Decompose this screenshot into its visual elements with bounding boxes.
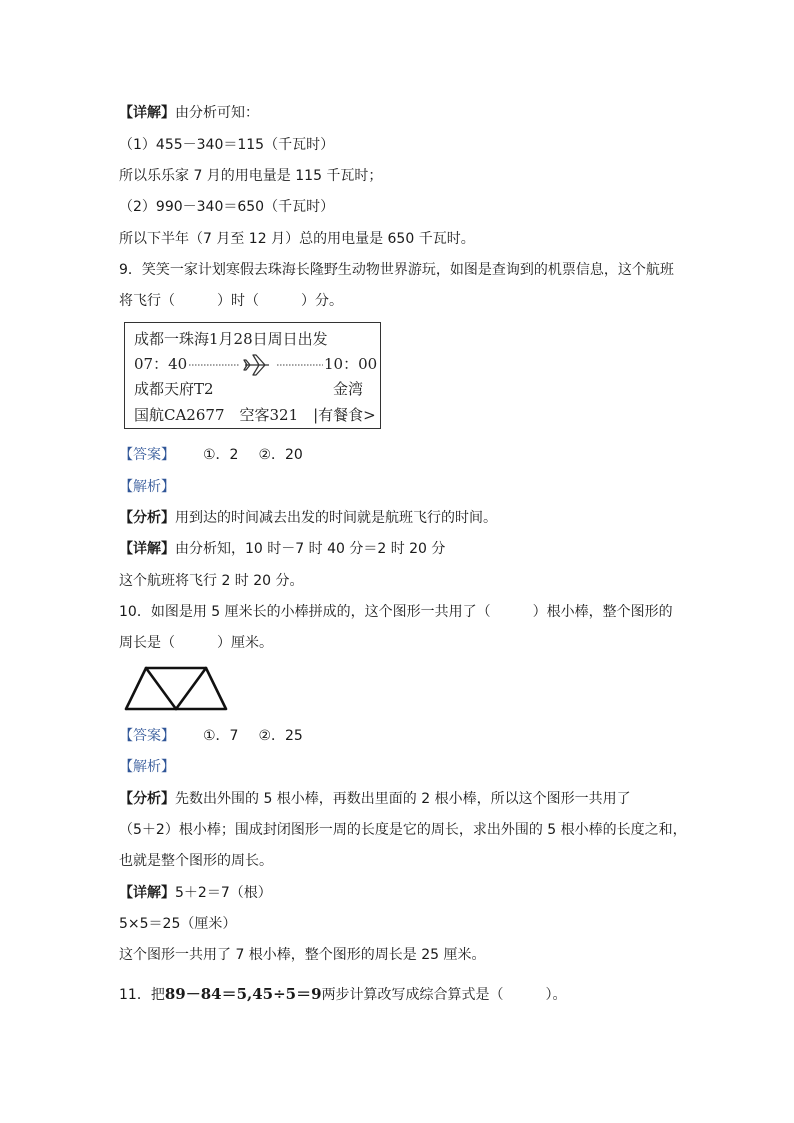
answer-label: 【答案】 [119, 447, 175, 463]
analysis-label: 【分析】 [119, 510, 175, 526]
result-line-2: 所以下半年（7 月至 12 月）总的用电量是 650 千瓦时。 [119, 231, 475, 247]
analysis-text: 用到达的时间减去出发的时间就是航班飞行的时间。 [175, 510, 497, 526]
ticket-arrive-airport: 金湾 [333, 380, 364, 398]
detail-text: 由分析知，10 时－7 时 40 分＝2 时 20 分 [175, 541, 446, 557]
inner-stick-1 [146, 668, 176, 709]
question-11 [119, 985, 567, 1004]
answer-label: 【答案】 [119, 728, 175, 744]
detail-label: 【详解】 [119, 105, 175, 121]
question-10-line-2: 周长是（ ）厘米。 [119, 635, 273, 651]
analysis-text: 先数出外围的 5 根小棒，再数出里面的 2 根小棒，所以这个图形一共用了 [175, 791, 631, 807]
analysis-line-10-3: 也就是整个图形的周长。 [119, 853, 273, 869]
question-9-line-2: 将飞行（ ）时（ ）分。 [119, 293, 343, 309]
question-11-suffix: 两步计算改写成综合算式是（ ）。 [321, 987, 567, 1003]
detail-line-10 [119, 884, 272, 902]
flight-ticket [124, 322, 381, 429]
airplane-icon [244, 355, 269, 375]
answer-line-9 [119, 446, 303, 464]
calc-line-1: （1）455－340＝115（千瓦时） [119, 137, 335, 153]
answer-value-1: ①．7 [203, 728, 239, 744]
ticket-depart-time: 07：40 [134, 355, 188, 373]
conclusion-10: 这个图形一共用了 7 根小棒，整个图形的周长是 25 厘米。 [119, 947, 486, 963]
analysis-line-9 [119, 509, 497, 527]
question-10-line-1: 10．如图是用 5 厘米长的小棒拼成的，这个图形一共用了（ ）根小棒，整个图形的 [119, 604, 673, 620]
question-11-prefix: 11．把 [119, 987, 165, 1003]
detail-line [119, 104, 259, 122]
answer-line-10 [119, 727, 303, 745]
calc-line-2: （2）990－340＝650（千瓦时） [119, 199, 335, 215]
ticket-route: 成都一珠海1月28日周日出发 [134, 330, 328, 348]
answer-value-2: ②．20 [258, 447, 303, 463]
calc-line-10: 5×5＝25（厘米） [119, 916, 237, 932]
detail-text: 由分析可知： [175, 105, 259, 121]
outer-sticks [126, 668, 226, 709]
inner-stick-2 [176, 668, 206, 709]
question-11-formula: 89－84＝5,45÷5＝9 [164, 985, 322, 1003]
analysis-header-9: 【解析】 [119, 479, 175, 495]
analysis-line-10-1 [119, 790, 631, 808]
detail-text: 5＋2＝7（根） [175, 885, 272, 901]
detail-line-9 [119, 540, 445, 558]
detail-label: 【详解】 [119, 885, 175, 901]
answer-value-1: ①．2 [203, 447, 239, 463]
ticket-depart-airport: 成都天府T2 [134, 380, 214, 398]
analysis-label: 【分析】 [119, 791, 175, 807]
sticks-figure [122, 664, 230, 712]
ticket-arrive-time: 10：00 [324, 355, 378, 373]
conclusion-9: 这个航班将飞行 2 时 20 分。 [119, 573, 304, 589]
result-line-1: 所以乐乐家 7 月的用电量是 115 千瓦时； [119, 168, 383, 184]
analysis-line-10-2: （5＋2）根小棒；围成封闭图形一周的长度是它的周长，求出外围的 5 根小棒的长度之和， [119, 822, 687, 838]
ticket-flight-info: 国航CA2677 空客321 |有餐食> [134, 406, 376, 424]
analysis-header-10: 【解析】 [119, 759, 175, 775]
flight-route-graphic [185, 353, 325, 377]
question-9-line-1: 9．笑笑一家计划寒假去珠海长隆野生动物世界游玩，如图是查询到的机票信息，这个航班 [119, 262, 674, 278]
answer-value-2: ②．25 [258, 728, 303, 744]
detail-label: 【详解】 [119, 541, 175, 557]
